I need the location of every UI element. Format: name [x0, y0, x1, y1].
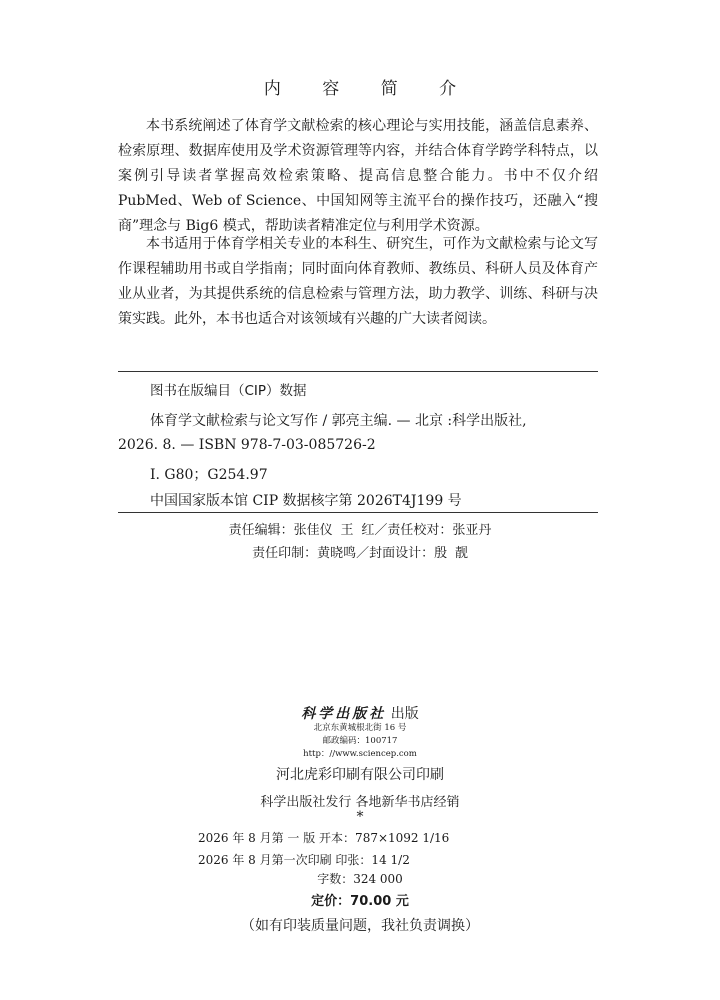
summary-title: 内 容 简 介	[263, 79, 475, 99]
summary-paragraph-2: 本书适用于体育学相关专业的本科生、研究生，可作为文献检索与论文写作课程辅助用书或自学指南；同时面向体育教师、教练员、科研人员及体育产业从业者，为其提供系统的信息检索与管理方法，助力教学、训练、科研与决策实践。此外，本书也适合对该领域有兴趣的广大读者阅读。	[118, 236, 598, 327]
publisher-postcode: 邮政编码：100717	[322, 736, 398, 746]
cip-title-line: 体育学文献检索与论文写作 / 郭亮主编. — 北京 :科学出版社,	[150, 413, 527, 429]
cip-bottom-divider	[118, 512, 598, 513]
publisher-address: 北京东黄城根北街 16 号	[313, 723, 407, 733]
publisher-suffix: 出版	[390, 706, 419, 722]
edition-format-line: 2026 年 8 月第 一 版 开本：787×1092 1/16	[198, 831, 450, 845]
price: 定价：70.00 元	[311, 894, 409, 909]
production-credits: 责任印制：黄晓鸣／封面设计：殷 靓	[252, 546, 468, 561]
publisher-name	[0, 703, 720, 723]
word-count: 字数：324 000	[317, 872, 403, 886]
editor-credits: 责任编辑：张佳仪 王 红／责任校对：张亚丹	[228, 523, 492, 538]
cip-top-divider	[118, 371, 598, 372]
cip-heading: 图书在版编目（CIP）数据	[150, 383, 307, 399]
distribution-line: 科学出版社发行 各地新华书店经销	[260, 795, 460, 810]
cip-record-number: 中国国家版本馆 CIP 数据核字第 2026T4J199 号	[150, 493, 462, 509]
publisher-logo: 科学出版社	[301, 706, 387, 722]
summary-paragraph-1: 本书系统阐述了体育学文献检索的核心理论与实用技能，涵盖信息素养、检索原理、数据库使用及学术资源管理等内容，并结合体育学跨学科特点，以案例引导读者掌握高效检索策略、提高信息整合能力。书中不仅介绍 PubMed、Web of Science、中国知网等主流平台的操作技巧，还融入“搜商”理念与 Big6 模式，帮助读者精准定位与利用学术资源。	[118, 118, 598, 234]
quality-notice: （如有印装质量问题，我社负责调换）	[241, 918, 479, 934]
cip-classification-line: Ⅰ. G80；G254.97	[150, 467, 268, 483]
separator-star: *	[356, 809, 364, 825]
printing-sheets-line: 2026 年 8 月第一次印刷 印张：14 1/2	[198, 853, 410, 867]
cip-isbn-line: 2026. 8. — ISBN 978-7-03-085726-2	[118, 437, 376, 453]
printer-line: 河北虎彩印刷有限公司印刷	[276, 767, 444, 783]
publisher-website: http：//www.sciencep.com	[303, 749, 417, 759]
